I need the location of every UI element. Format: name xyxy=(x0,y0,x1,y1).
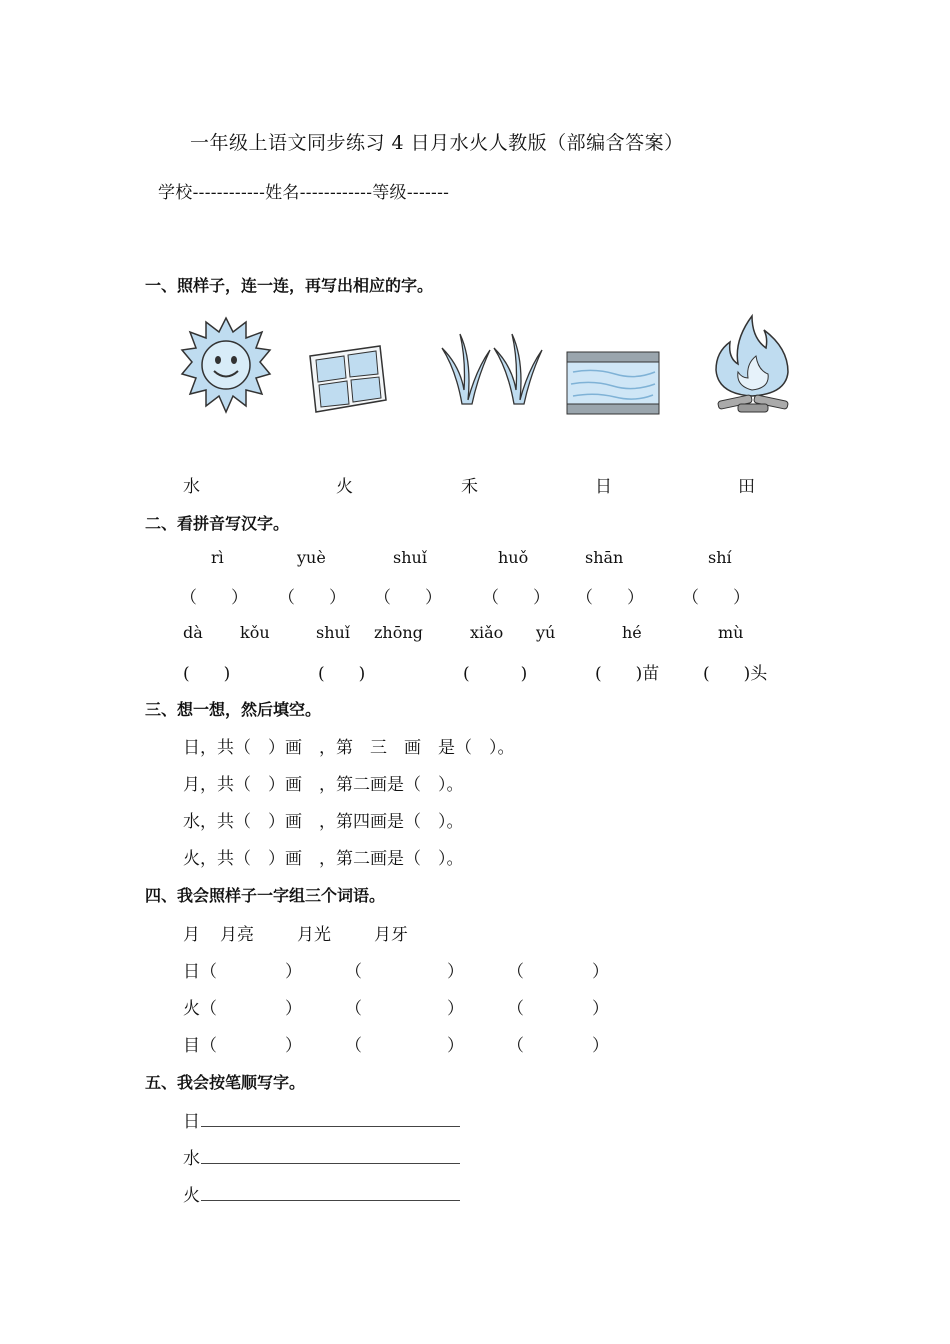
word-blank[interactable]: （ ） xyxy=(345,962,464,982)
pinyin-huo: huǒ xyxy=(498,548,529,567)
example-char: 月 xyxy=(183,925,200,945)
stroke-char: 日 xyxy=(183,1112,200,1132)
example-word: 月光 xyxy=(297,925,331,945)
answer-blank[interactable]: （ ） xyxy=(374,588,442,608)
fill-line[interactable]: 水，共（ ）画 ，第四画是（ ）。 xyxy=(183,812,464,832)
sun-illustration xyxy=(180,316,272,414)
pinyin-kou: kǒu xyxy=(240,623,270,642)
answer-blank-tou[interactable]: ( )头 xyxy=(703,664,768,684)
pinyin-ri: rì xyxy=(211,548,224,567)
word-char: 日 xyxy=(183,962,200,982)
word-blank[interactable]: （ ） xyxy=(507,1036,609,1056)
section4-heading: 四、我会照样子一字组三个词语。 xyxy=(145,886,386,905)
answer-blank[interactable]: （ ） xyxy=(278,588,346,608)
section5-heading: 五、我会按笔顺写字。 xyxy=(145,1073,306,1092)
pinyin-shi: shí xyxy=(708,548,732,567)
fill-line[interactable]: 火，共（ ）画 ，第二画是（ ）。 xyxy=(183,849,464,869)
pinyin-yu: yú xyxy=(536,623,556,642)
stroke-char: 水 xyxy=(183,1149,200,1169)
section1-heading: 一、照样子，连一连，再写出相应的字。 xyxy=(145,276,434,295)
char-ri: 日 xyxy=(595,477,612,497)
pinyin-mu: mù xyxy=(718,623,744,642)
char-he: 禾 xyxy=(461,477,478,497)
pinyin-xiao: xiǎo xyxy=(470,623,504,642)
word-blank[interactable]: （ ） xyxy=(200,999,302,1019)
word-blank[interactable]: （ ） xyxy=(200,962,302,982)
word-blank[interactable]: （ ） xyxy=(507,962,609,982)
word-blank[interactable]: （ ） xyxy=(200,1036,302,1056)
example-word: 月亮 xyxy=(220,925,254,945)
answer-blank[interactable]: （ ） xyxy=(576,588,644,608)
char-shui: 水 xyxy=(183,477,200,497)
pinyin-yue: yuè xyxy=(297,548,326,567)
char-tian: 田 xyxy=(738,477,755,497)
fill-line[interactable]: 月，共（ ）画 ，第二画是（ ）。 xyxy=(183,775,464,795)
fill-line[interactable]: 日，共（ ）画 ，第 三 画 是（ ）。 xyxy=(183,738,515,758)
field-illustration xyxy=(304,342,390,416)
answer-blank[interactable]: （ ） xyxy=(180,588,248,608)
water-illustration xyxy=(565,350,661,416)
answer-blank[interactable]: （ ） xyxy=(682,588,750,608)
example-word: 月牙 xyxy=(374,925,408,945)
pinyin-shan: shān xyxy=(585,548,624,567)
school-name-grade-line: 学校------------姓名------------等级------- xyxy=(158,183,450,203)
pinyin-zhong: zhōng xyxy=(374,623,423,642)
pinyin-he: hé xyxy=(622,623,642,642)
word-blank[interactable]: （ ） xyxy=(345,999,464,1019)
answer-blank[interactable]: （ ） xyxy=(482,588,550,608)
stroke-char: 火 xyxy=(183,1186,200,1206)
writing-line[interactable] xyxy=(201,1163,460,1164)
word-char: 目 xyxy=(183,1036,200,1056)
writing-line[interactable] xyxy=(201,1126,460,1127)
answer-blank[interactable]: ( ) xyxy=(318,664,366,684)
word-blank[interactable]: （ ） xyxy=(345,1036,464,1056)
grain-illustration xyxy=(438,330,546,406)
pinyin-shui: shuǐ xyxy=(393,548,427,567)
writing-line[interactable] xyxy=(201,1200,460,1201)
pinyin-shui: shuǐ xyxy=(316,623,350,642)
section2-heading: 二、看拼音写汉字。 xyxy=(145,514,290,533)
char-huo: 火 xyxy=(336,477,353,497)
pinyin-da: dà xyxy=(183,623,203,642)
answer-blank[interactable]: ( ) xyxy=(463,664,528,684)
word-char: 火 xyxy=(183,999,200,1019)
word-blank[interactable]: （ ） xyxy=(507,999,609,1019)
answer-blank[interactable]: ( ) xyxy=(183,664,231,684)
fire-illustration xyxy=(708,312,798,416)
page-title: 一年级上语文同步练习 4 日月水火人教版（部编含答案） xyxy=(190,132,684,154)
section3-heading: 三、想一想，然后填空。 xyxy=(145,700,322,719)
answer-blank-miao[interactable]: ( )苗 xyxy=(595,664,660,684)
